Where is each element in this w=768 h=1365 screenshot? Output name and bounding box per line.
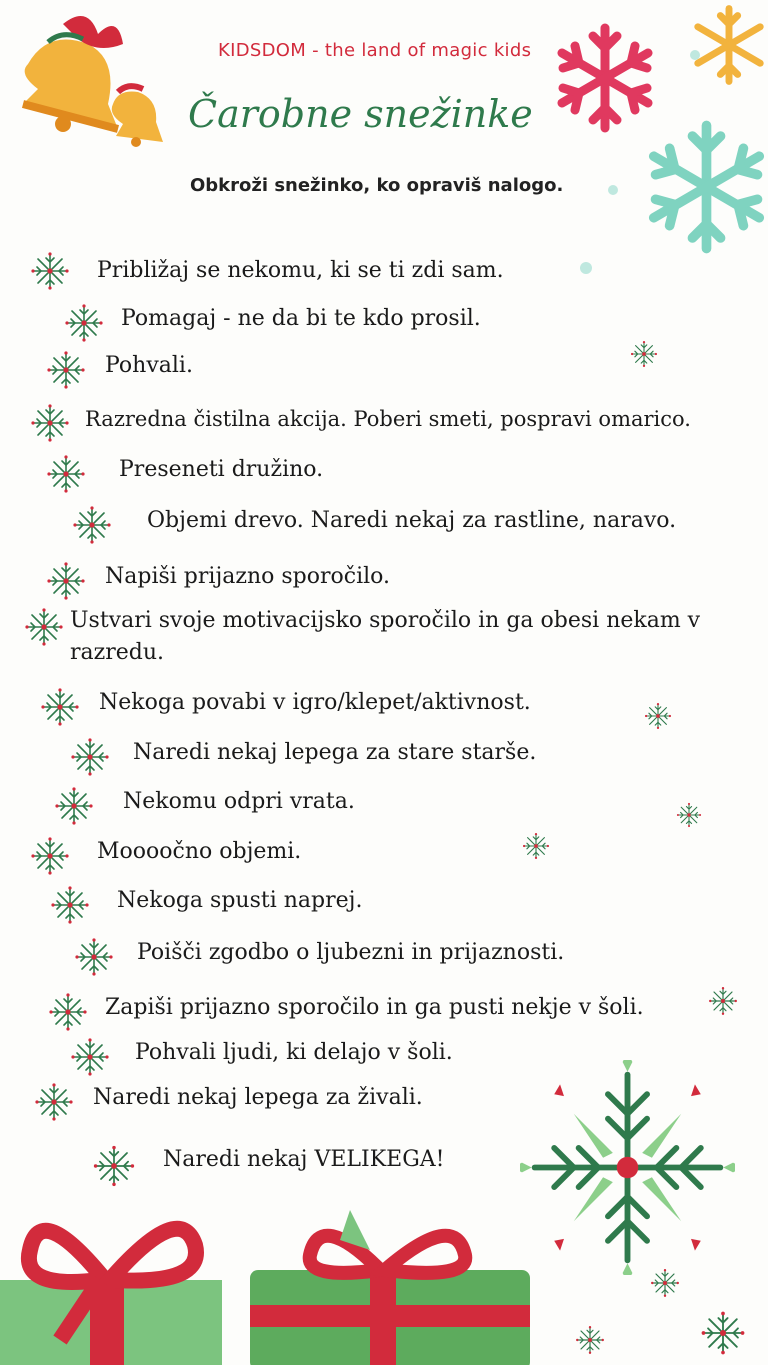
snowflake-icon[interactable] [28,403,72,443]
snowflake-icon[interactable] [68,737,112,777]
snowflake-icon[interactable] [32,1082,76,1122]
task-item[interactable]: Nekoga spusti naprej. [48,885,362,925]
snowflake-icon [676,802,702,828]
snowflake-icon [645,92,768,282]
dot-decoration [580,262,592,274]
task-item[interactable]: Razredna čistilna akcija. Poberi smeti, pospravi omarico. [28,403,691,443]
snowflake-icon [650,1268,680,1298]
snowflake-icon[interactable] [28,836,72,876]
task-item[interactable]: Preseneti družino. [44,454,323,494]
snowflake-icon[interactable] [28,251,72,291]
task-item[interactable]: Približaj se nekomu, ki se ti zdi sam. [28,255,504,295]
task-item[interactable]: Nekoga povabi v igro/klepet/aktivnost. [38,687,531,727]
snowflake-icon[interactable] [44,350,88,390]
task-item[interactable]: Napiši prijazno sporočilo. [44,561,390,601]
task-item[interactable]: Naredi nekaj lepega za živali. [32,1082,423,1122]
brand-label: KIDSDOM - the land of magic kids [218,40,532,61]
task-item[interactable]: Zapiši prijazno sporočilo in ga pusti nekje v šoli. [46,992,644,1032]
task-item[interactable]: Naredi nekaj VELIKEGA! [84,1140,445,1192]
snowflake-icon[interactable] [44,454,88,494]
snowflake-icon [520,1060,735,1275]
task-item[interactable]: Objemi drevo. Naredi nekaj za rastline, naravo. [70,505,676,545]
gift-icon [240,1210,540,1365]
snowflake-icon [575,1325,605,1355]
snowflake-icon[interactable] [70,505,114,545]
task-item[interactable]: Ustvari svoje motivacijsko sporočilo in ga obesi nekam v razredu. [22,605,752,669]
snowflake-icon[interactable] [22,607,66,647]
task-item[interactable]: Pohvali. [44,350,193,390]
task-item[interactable]: Nekomu odpri vrata. [52,786,355,826]
snowflake-icon[interactable] [38,687,82,727]
snowflake-icon[interactable] [46,992,90,1032]
snowflake-icon [708,986,738,1016]
task-item[interactable]: Pomagaj - ne da bi te kdo prosil. [62,303,481,343]
task-item[interactable]: Poišči zgodbo o ljubezni in prijaznosti. [72,937,564,977]
gift-icon [0,1180,230,1365]
snowflake-icon [644,702,672,730]
page-subtitle: Obkroži snežinko, ko opraviš nalogo. [190,175,564,196]
snowflake-icon [630,340,658,368]
snowflake-icon[interactable] [52,786,96,826]
page-title: Čarobne snežinke [188,92,533,136]
dot-decoration [690,50,700,60]
task-item[interactable]: Moooočno objemi. [28,836,301,876]
snowflake-icon [522,832,550,860]
snowflake-icon [700,1310,746,1356]
snowflake-icon[interactable] [44,561,88,601]
dot-decoration [608,185,618,195]
task-item[interactable]: Naredi nekaj lepega za stare starše. [68,737,536,777]
snowflake-icon[interactable] [72,937,116,977]
snowflake-icon[interactable] [62,303,106,343]
bell-icon [8,4,178,154]
snowflake-icon[interactable] [68,1037,112,1077]
snowflake-icon [690,0,768,90]
snowflake-icon[interactable] [48,885,92,925]
task-item[interactable]: Pohvali ljudi, ki delajo v šoli. [68,1037,453,1077]
